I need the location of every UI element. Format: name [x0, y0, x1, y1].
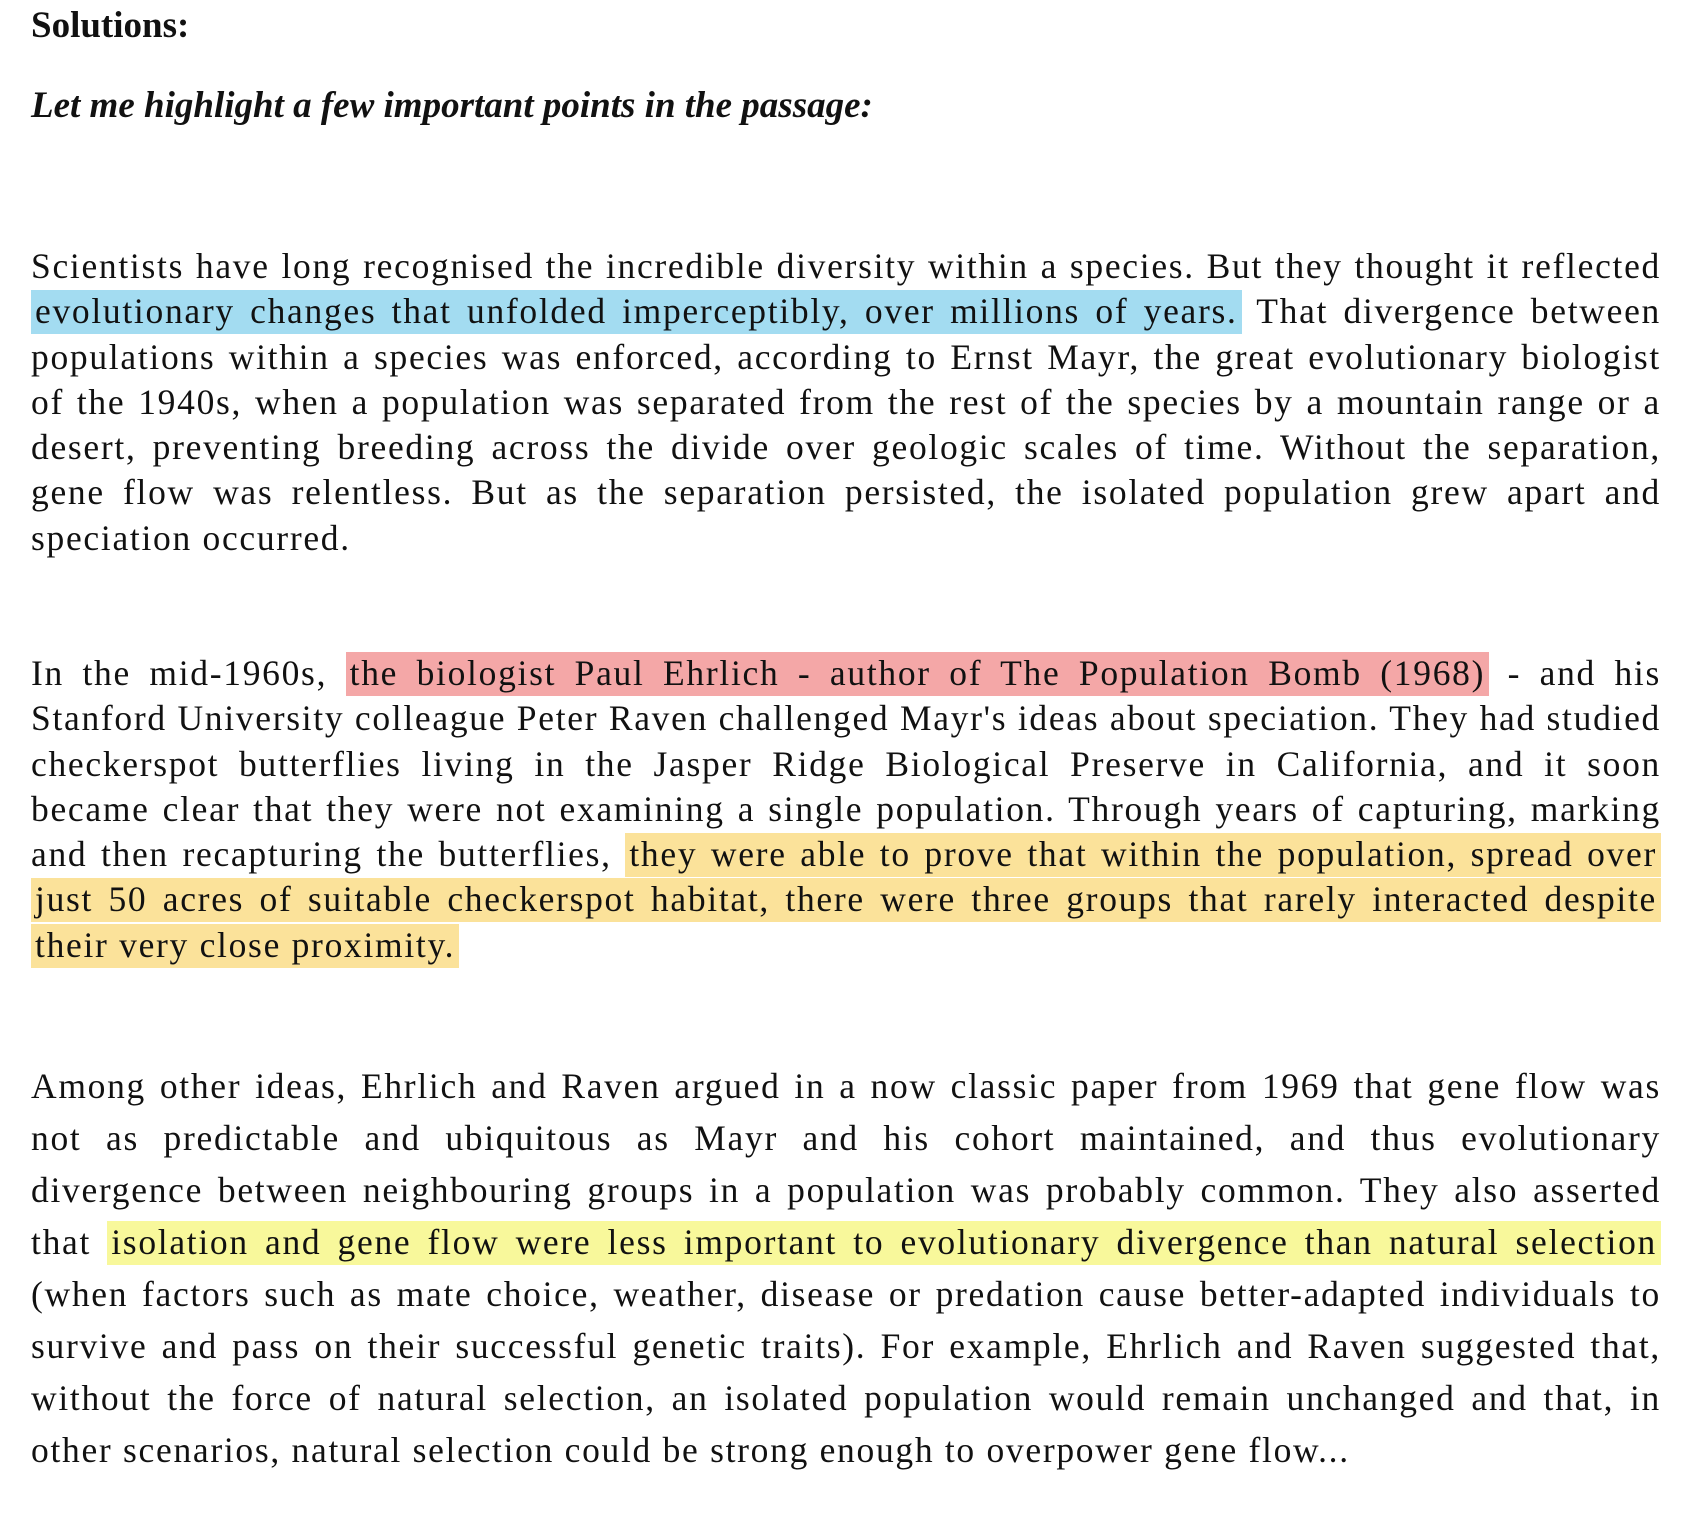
yellow-highlight: isolation and gene flow were less important to evolutionary divergence than natural selection — [107, 1221, 1661, 1265]
paragraph-3-text-before: Among other ideas, Ehrlich and Raven argued in a now classic paper from 1969 that gene flow was not as predictable and ubiquitous as Mayr and his cohort maintained, and thus evolutionary divergence between neighbouring groups in a population was probably common. They also asserted that — [31, 1066, 1661, 1262]
intro-heading: Let me highlight a few important points in the passage: — [31, 85, 873, 126]
paragraph-1 — [31, 244, 1661, 561]
paragraph-1-text-before: Scientists have long recognised the incredible diversity within a species. But they thought it reflected — [31, 246, 1661, 286]
solutions-heading: Solutions: — [31, 5, 190, 46]
paragraph-1-text-after: That divergence between populations within a species was enforced, according to Ernst Mayr, the great evolutionary biologist of the 1940s, when a population was separated from the rest of the species by a mountain range or a desert, preventing breeding across the divide over geologic scales of time. Without the separation, gene flow was relentless. But as the separation persisted, the isolated population grew apart and speciation occurred. — [31, 291, 1661, 558]
paragraph-2-text-before: In the mid-1960s, — [31, 653, 346, 693]
paragraph-2 — [31, 651, 1661, 968]
orange-highlight: they were able to prove that within the population, spread over just 50 acres of suitable checkerspot habitat, there were three groups that rarely interacted despite their very close proximity. — [31, 833, 1661, 968]
paragraph-2-text-middle: - and his Stanford University colleague Peter Raven challenged Mayr's ideas about speciation. They had studied checkerspot butterflies living in the Jasper Ridge Biological Preserve in California, and it soon became clear that they were not examining a single population. Through years of capturing, marking and then recapturing the butterflies, — [31, 653, 1661, 875]
red-highlight: the biologist Paul Ehrlich - author of The Population Bomb (1968) — [346, 652, 1490, 696]
paragraph-3-text-after: (when factors such as mate choice, weather, disease or predation cause better-adapted individuals to survive and pass on their successful genetic traits). For example, Ehrlich and Raven suggested that, without the force of natural selection, an isolated population would remain unchanged and that, in other scenarios, natural selection could be strong enough to overpower gene flow... — [31, 1274, 1661, 1470]
paragraph-3 — [31, 1060, 1661, 1476]
blue-highlight: evolutionary changes that unfolded imperceptibly, over millions of years. — [31, 290, 1242, 334]
